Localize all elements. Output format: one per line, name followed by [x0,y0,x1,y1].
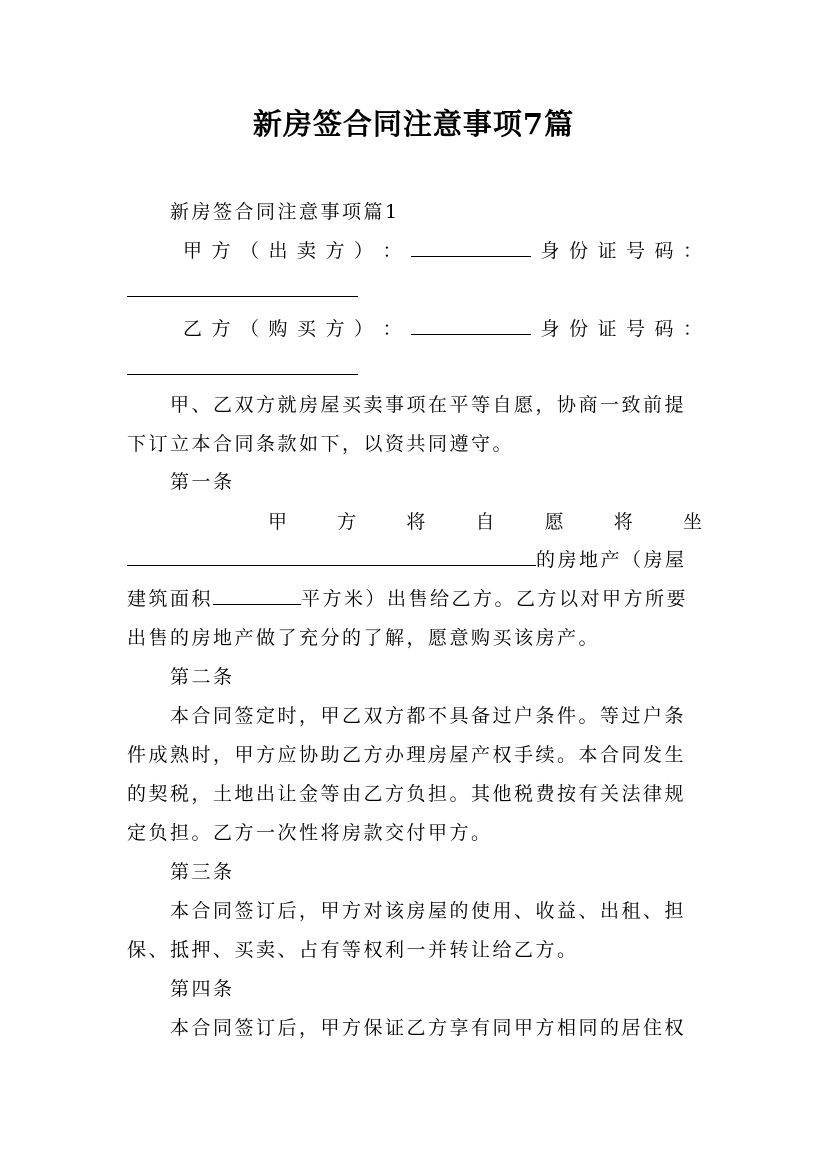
party-b-char: 身 [540,318,560,340]
article-heading: 第四条 [170,978,235,1000]
article1-area-line [127,586,702,612]
party-b-char: 号 [625,318,645,340]
party-a-char: 证 [597,240,617,262]
spread-char: 将 [406,511,426,533]
article3-text: 本合同签订后，甲方对该房屋的使用、收益、出租、担 [170,900,687,922]
party-a-char: ） [354,240,374,262]
party-a-char: 码 [654,240,674,262]
article4-text: 本合同签订后，甲方保证乙方享有同甲方相同的居住权 [170,1017,687,1039]
article2-text: 件成熟时，甲方应协助乙方办理房屋产权手续。本合同发生 [127,744,687,766]
spread-char: 愿 [544,511,564,533]
party-a-name-blank [411,238,531,257]
spread-char: 方 [337,511,357,533]
party-b-char: 乙 [183,318,203,340]
party-a-char: 卖 [297,240,317,262]
spread-char: 坐 [682,511,702,533]
party-b-line [183,316,702,342]
area-blank [213,586,301,605]
article1-text: 出售的房地产做了充分的了解，愿意购买该房产。 [127,627,601,649]
party-a-char: 出 [268,240,288,262]
article1-text: 的房地产（房屋 [536,549,687,571]
intro-line: 甲、乙双方就房屋买卖事项在平等自愿，协商一致前提 [170,394,687,416]
article-heading: 第二条 [170,666,235,688]
party-a-char: ： [682,240,702,262]
party-b-char: 方 [211,318,231,340]
party-a-char: 甲 [183,240,203,262]
article3-text: 保、抵押、买卖、占有等权利一并转让给乙方。 [127,939,579,961]
party-b-char: ： [382,318,402,340]
article2-text: 的契税，土地出让金等由乙方负担。其他税费按有关法律规 [127,783,687,805]
party-b-char: ： [682,318,702,340]
article1-text: 建筑面积 [127,588,214,610]
party-b-char: ） [354,318,374,340]
party-b-char: 购 [268,318,288,340]
party-a-char: 号 [625,240,645,262]
article-heading: 第一条 [170,471,235,493]
party-a-char: （ [240,240,260,262]
party-a-char: ： [382,240,402,262]
article2-text: 本合同签定时，甲乙双方都不具备过户条件。等过户条 [170,705,687,727]
party-b-char: 证 [597,318,617,340]
party-a-char: 身 [540,240,560,262]
article1-text: 平方米）出售给乙方。乙方以对甲方所要 [301,588,689,610]
article2-text: 定负担。乙方一次性将房款交付甲方。 [127,822,493,844]
party-a-char: 方 [211,240,231,262]
article1-address-line [127,547,702,573]
party-a-char: 方 [325,240,345,262]
spread-char: 自 [475,511,495,533]
party-b-char: 份 [568,318,588,340]
document-title: 新房签合同注意事项7篇 [252,107,575,141]
party-b-name-blank [411,316,531,335]
party-a-line [183,238,702,264]
article1-spread-line [268,509,702,535]
party-b-char: （ [240,318,260,340]
spread-char: 将 [613,511,633,533]
party-b-id-blank [127,374,358,375]
intro-line: 下订立本合同条款如下，以资共同遵守。 [127,433,515,455]
spread-char: 甲 [268,511,288,533]
party-a-char: 份 [568,240,588,262]
party-b-char: 码 [654,318,674,340]
party-b-char: 方 [325,318,345,340]
party-a-id-blank [127,296,358,297]
section-subtitle: 新房签合同注意事项篇1 [170,201,400,223]
article-heading: 第三条 [170,861,235,883]
address-blank [127,547,536,566]
party-b-char: 买 [297,318,317,340]
